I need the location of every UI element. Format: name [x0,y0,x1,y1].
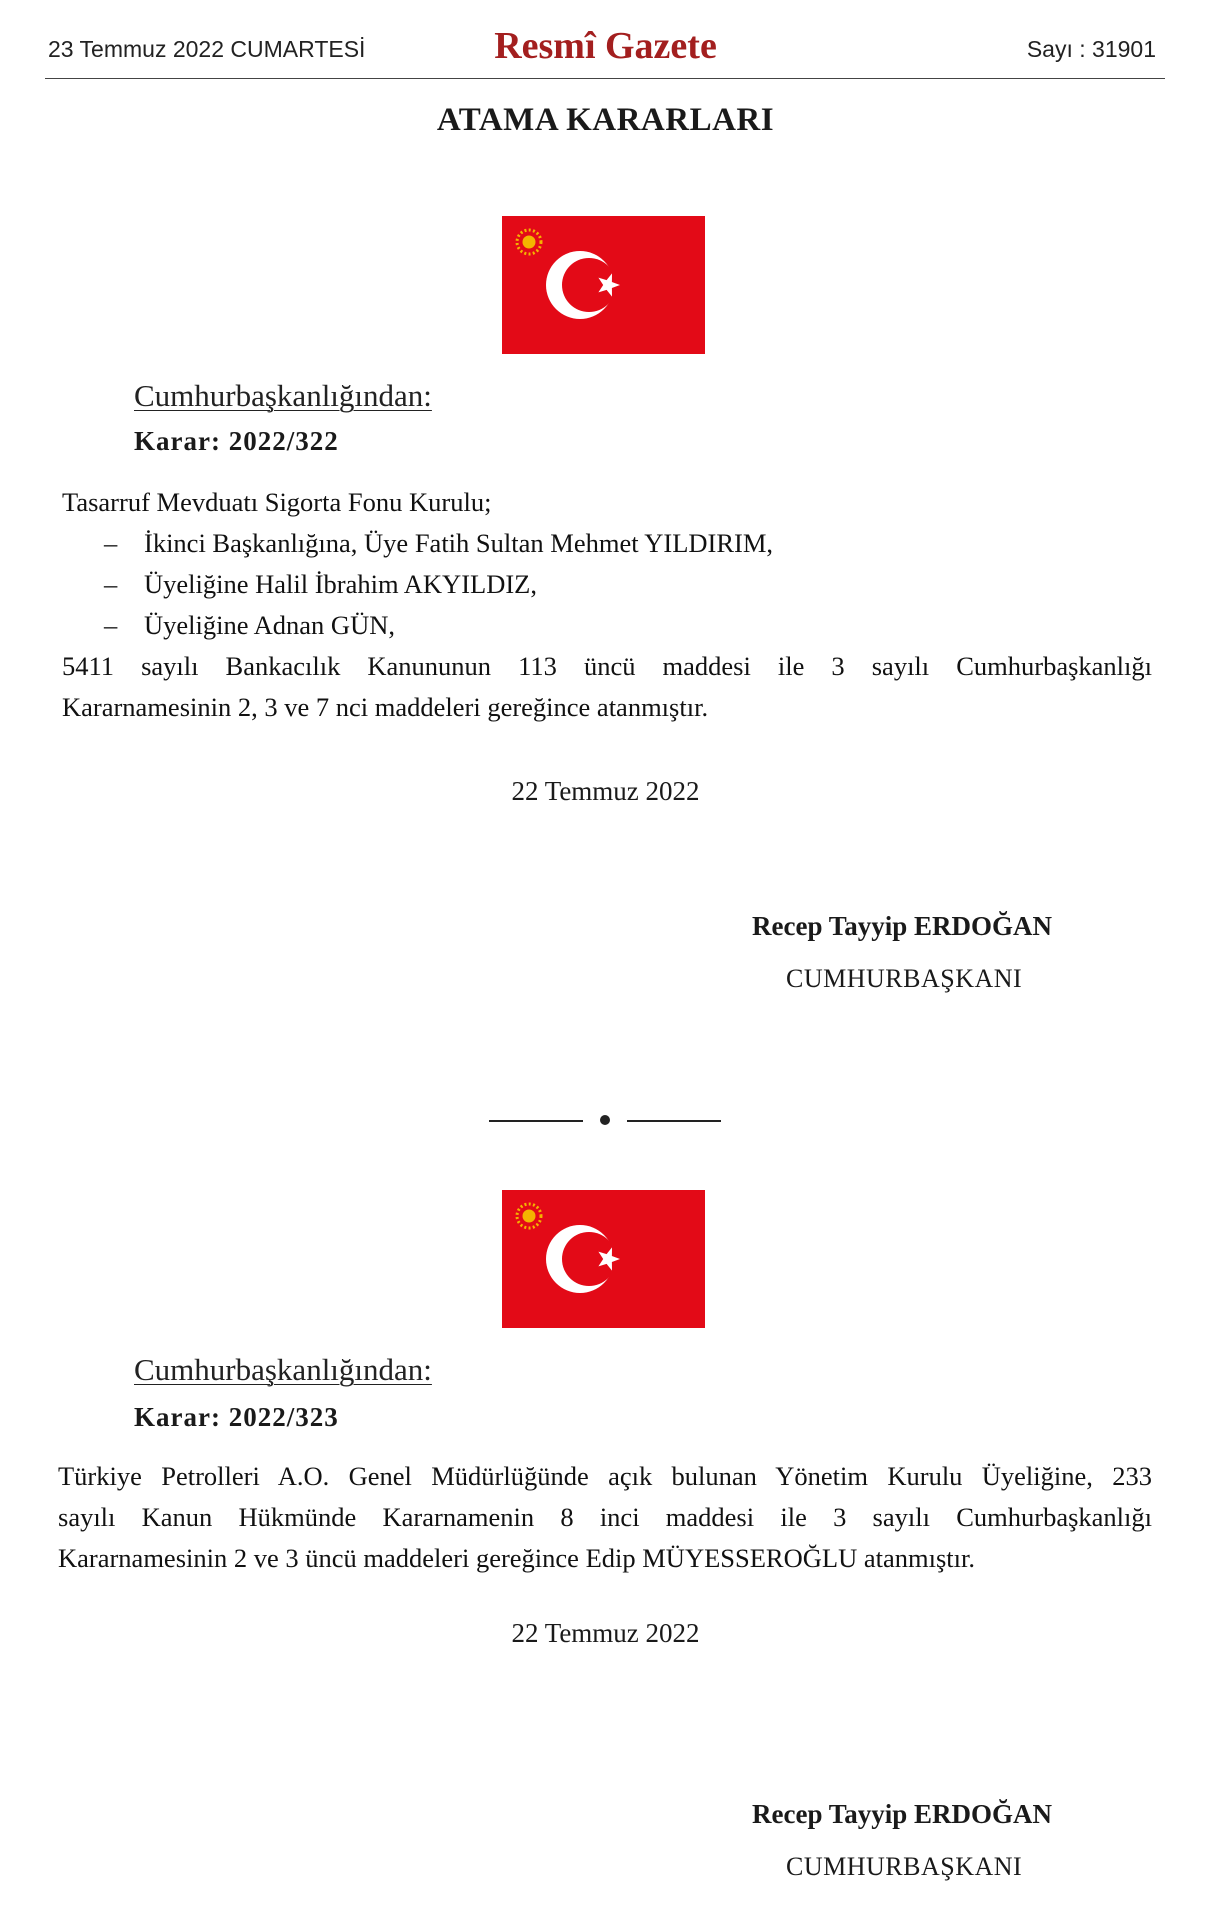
decision-number: Karar: 2022/323 [134,1402,339,1432]
turkish-flag-icon [502,1190,705,1328]
body-line: sayılı Kanun Hükmünde Kararnamenin 8 inci maddesi ile 3 sayılı Cumhurbaşkanlığı [58,1502,1152,1532]
list-item: – Üyeliğine Halil İbrahim AKYILDIZ, [104,569,537,599]
signatory-title: CUMHURBAŞKANI [786,964,1023,993]
body-line: Türkiye Petrolleri A.O. Genel Müdürlüğünde açık bulunan Yönetim Kurulu Üyeliğine, 233 [58,1461,1152,1491]
issue-date: 23 Temmuz 2022 CUMARTESİ [48,36,366,62]
signatory-title: CUMHURBAŞKANI [786,1852,1023,1881]
issuer-label: Cumhurbaşkanlığından: [134,1352,432,1387]
decision-date: 22 Temmuz 2022 [511,776,700,806]
list-item: – Üyeliğine Adnan GÜN, [104,610,395,640]
signatory-name: Recep Tayyip ERDOĞAN [752,911,1053,941]
body-line: Kararnamesinin 2 ve 3 üncü maddeleri gereğince Edip MÜYESSEROĞLU atanmıştır. [58,1543,975,1573]
bullet-separator-icon [489,1112,721,1124]
header-divider [45,78,1165,79]
body-line: Kararnamesinin 2, 3 ve 7 nci maddeleri gereğince atanmıştır. [62,692,709,722]
decision-body [58,1456,1152,1579]
issue-number: Sayı : 31901 [1026,36,1156,62]
decision-date: 22 Temmuz 2022 [511,1618,700,1648]
body-intro: Tasarruf Mevduatı Sigorta Fonu Kurulu; [62,487,492,517]
decision-number: Karar: 2022/322 [134,426,339,456]
decision-body [62,482,1152,728]
turkish-flag-icon [502,216,705,354]
issuer-label: Cumhurbaşkanlığından: [134,378,432,413]
list-item: – İkinci Başkanlığına, Üye Fatih Sultan Mehmet YILDIRIM, [104,528,774,558]
body-line: 5411 sayılı Bankacılık Kanununun 113 üncü maddesi ile 3 sayılı Cumhurbaşkanlığı [62,651,1152,681]
signatory-name: Recep Tayyip ERDOĞAN [752,1799,1053,1829]
section-title: ATAMA KARARLARI [436,102,775,138]
gazette-title: Resmî Gazete [494,25,717,67]
